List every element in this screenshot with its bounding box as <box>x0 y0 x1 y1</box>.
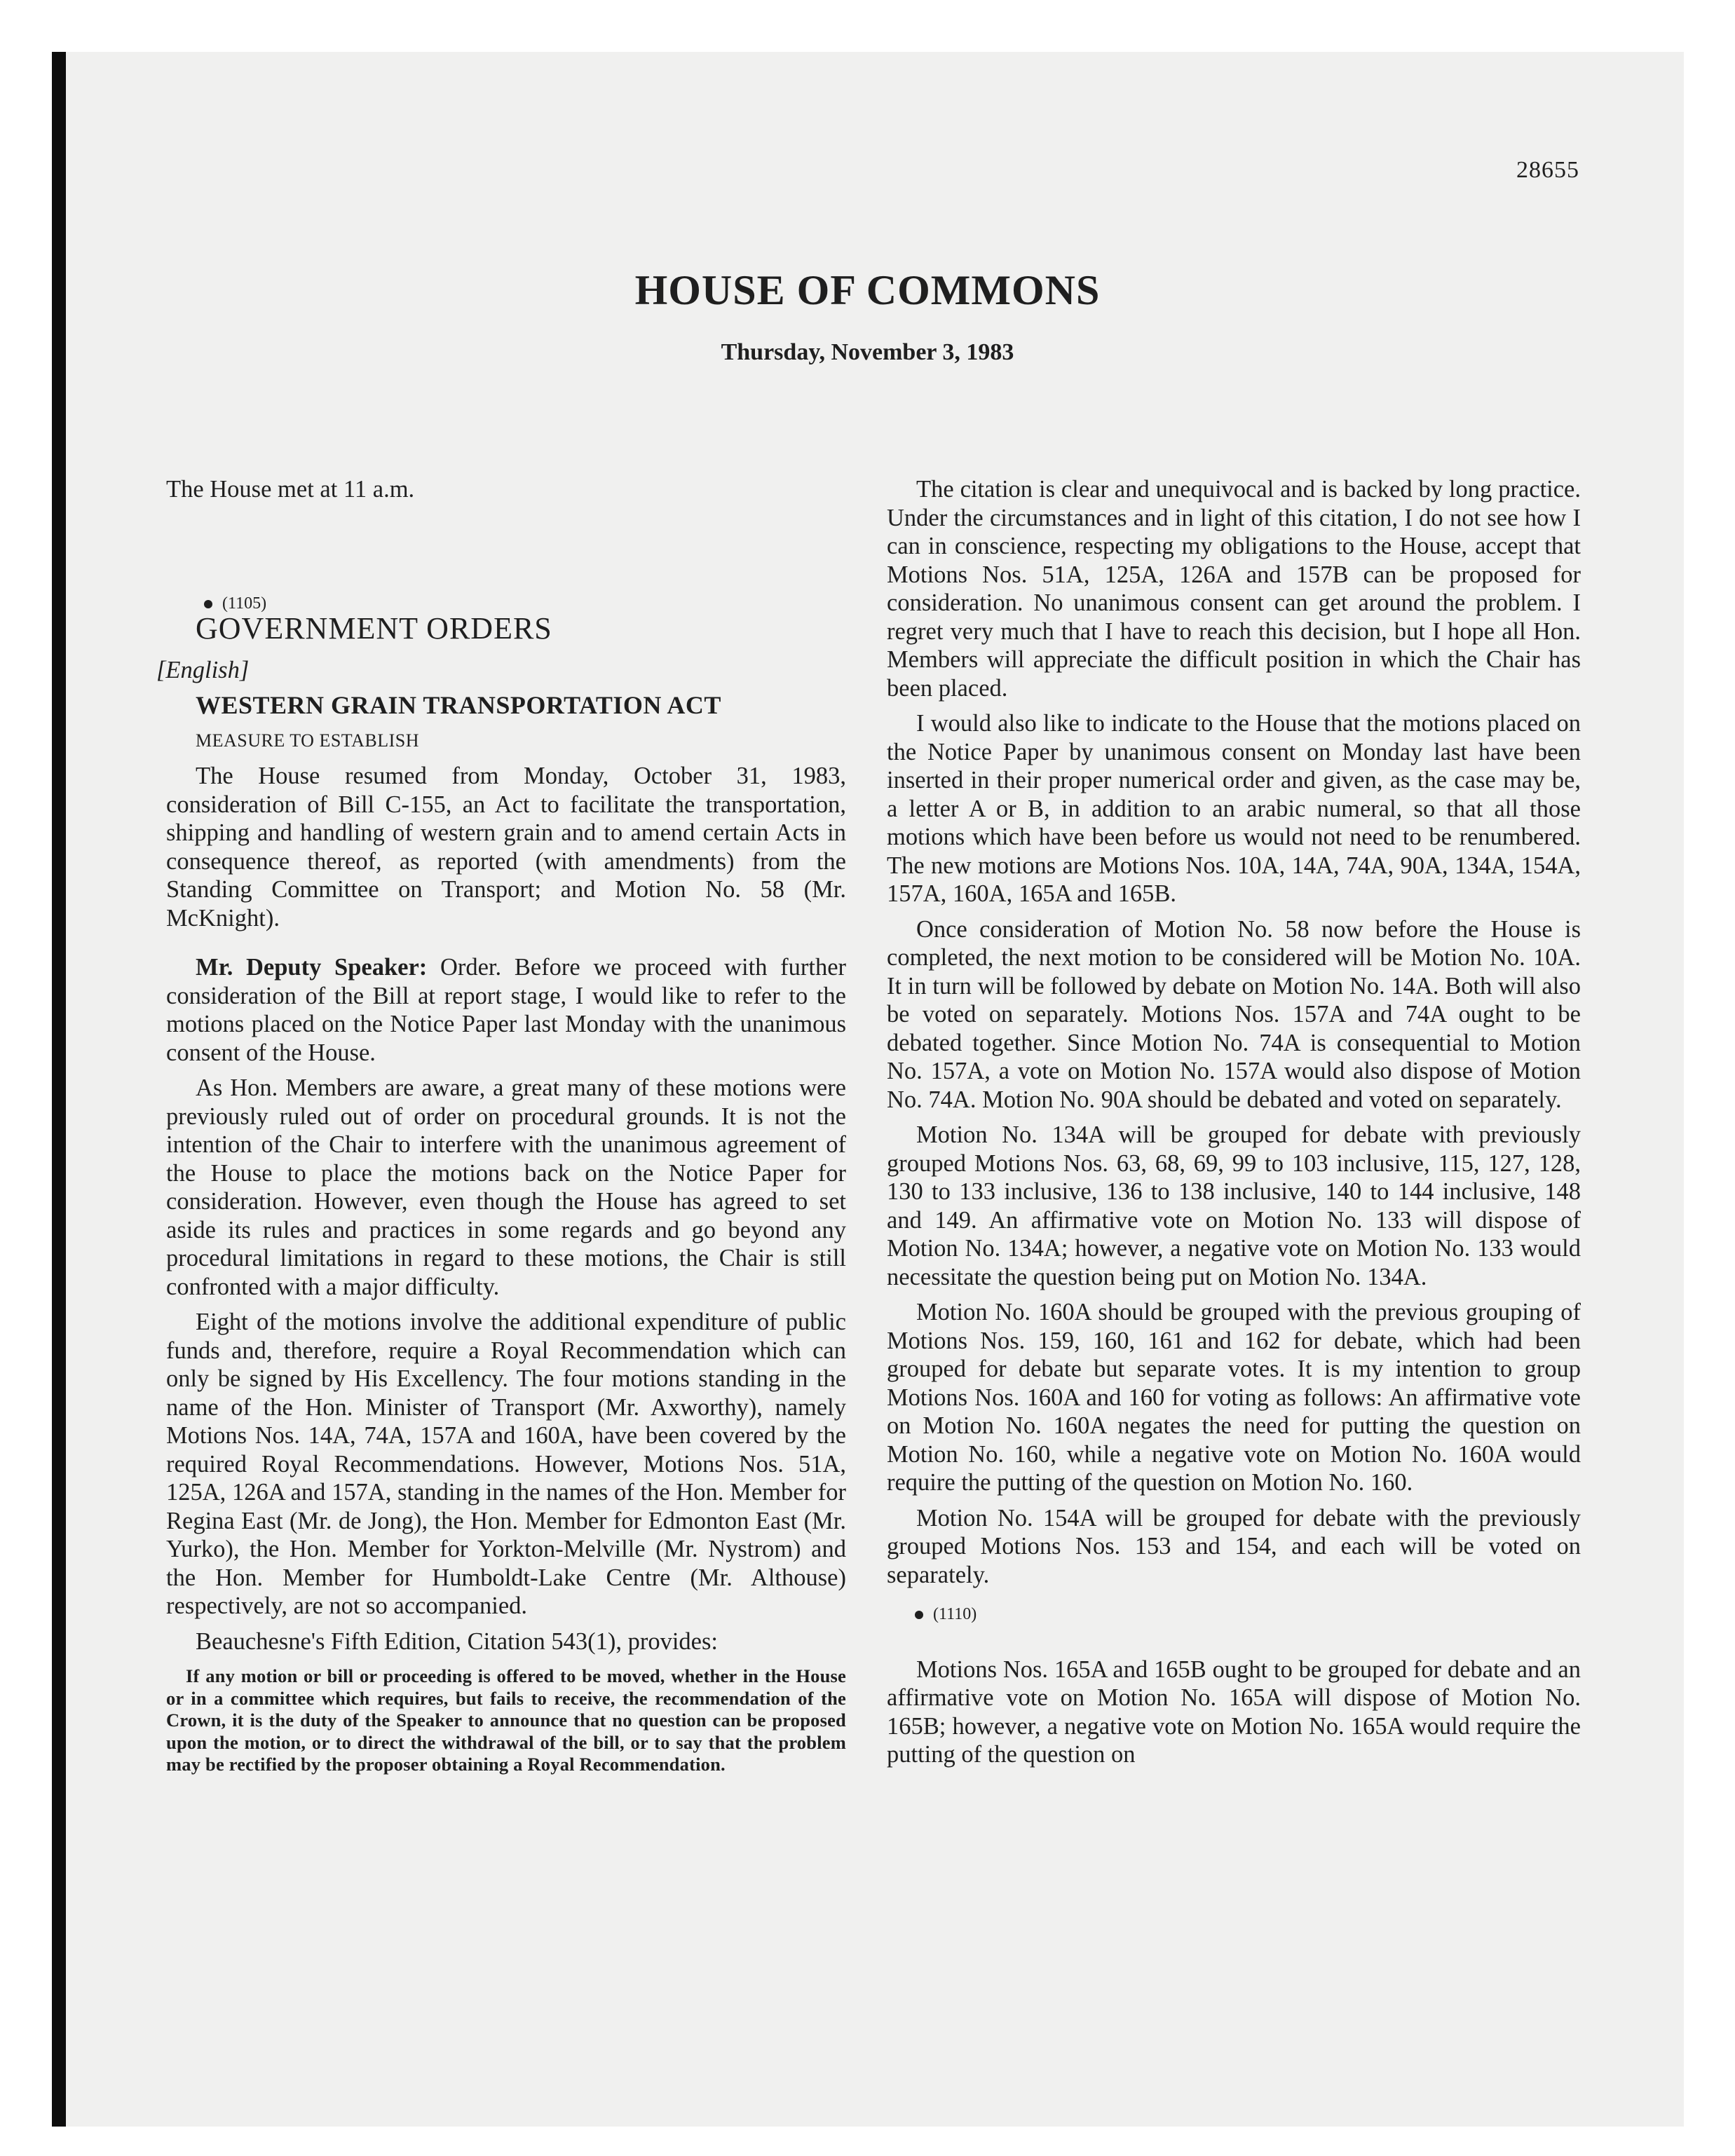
paragraph: The citation is clear and unequivocal and is backed by long practice. Under the circumstances and in light of this citation, I do not see how I can in conscience, respecting my obligations to the House, accept that Motions Nos. 51A, 125A, 126A and 157B can be proposed for consideration. No unanimous consent can get around the problem. I regret very much that I have to reach this decision, but I hope all Hon. Members will appreciate the difficult position in which the Chair has been placed. <box>887 476 1581 702</box>
left-column <box>156 475 847 1776</box>
page-title: HOUSE OF COMMONS <box>634 267 1101 313</box>
language-tag: [English] <box>156 656 250 683</box>
speaker-paragraph <box>166 953 846 1067</box>
bill-title: WESTERN GRAIN TRANSPORTATION ACT <box>196 691 721 719</box>
paragraph: Motions Nos. 165A and 165B ought to be grouped for debate and an affirmative vote on Motion No. 165A will dispose of Motion No. 165B; however, a negative vote on Motion No. 165A would require the putting of the question on <box>887 1656 1581 1768</box>
sitting-date: Thursday, November 3, 1983 <box>721 339 1014 365</box>
section-heading: GOVERNMENT ORDERS <box>196 611 552 646</box>
paragraph: Once consideration of Motion No. 58 now before the House is completed, the next motion to be considered will be Motion No. 10A. It in turn will be followed by debate on Motion No. 14A. Both will also be voted on separately. Motions Nos. 157A and 74A ought to be debated together. Since Motion No. 74A is consequential to Motion No. 157A, a vote on Motion No. 157A would also dispose of Motion No. 74A. Motion No. 90A should be debated and voted on separately. <box>887 915 1581 1113</box>
page-number: 28655 <box>1516 157 1579 183</box>
bullet-icon <box>204 600 212 608</box>
time-marker-label: (1105) <box>222 594 267 613</box>
bill-subtitle: MEASURE TO ESTABLISH <box>196 730 419 751</box>
paragraph: I would also like to indicate to the House that the motions placed on the Notice Paper by unanimous consent on Monday last have been inserted in their proper numerical order and given, as the case may be, a letter A or B, in addition to an arabic numeral, so that all those motions which have been before us would not need to be renumbered. The new motions are Motions Nos. 10A, 14A, 74A, 90A, 134A, 154A, 157A, 160A, 165A and 165B. <box>887 710 1581 907</box>
paragraph: Motion No. 134A will be grouped for debate with previously grouped Motions Nos. 63, 68, 69, 99 to 103 inclusive, 115, 127, 128, 130 to 133 inclusive, 136 to 138 inclusive, 140 to 144 inclusive, 148 and 149. An affirmative vote on Motion No. 133 will dispose of Motion No. 134A; however, a negative vote on Motion No. 133 would necessitate the question being put on Motion No. 134A. <box>887 1121 1581 1290</box>
paragraph: Motion No. 160A should be grouped with the previous grouping of Motions Nos. 159, 160, 161 and 162 for debate, which had been grouped for debate but separate votes. It is my intention to group Motions Nos. 160A and 160 for voting as follows: An affirmative vote on Motion No. 160A negates the need for putting the question on Motion No. 160, while a negative vote on Motion No. 160A would require the putting of the question on Motion No. 160. <box>887 1299 1581 1496</box>
time-marker <box>877 1600 1581 1629</box>
paragraph: As Hon. Members are aware, a great many of these motions were previously ruled out of order on procedural grounds. It is not the intention of the Chair to interfere with the unanimous agreement of the House to place the motions back on the Notice Paper for consideration. However, even though the House has agreed to set aside its rules and practices in some regards and go beyond any procedural limitations in regard to these motions, the Chair is still confronted with a major difficulty. <box>166 1074 846 1300</box>
time-marker-label: (1110) <box>933 1605 977 1623</box>
citation-quote: If any motion or bill or proceeding is offered to be moved, whether in the House or in a committee which requires, but fails to receive, the recommendation of the Crown, it is the duty of the Speaker to announce that no question can be proposed upon the motion, or to direct the withdrawal of the bill, or to say that the problem may be rectified by the proposer obtaining a Royal Recommendation. <box>166 1665 846 1775</box>
paragraph: Beauchesne's Fifth Edition, Citation 543(1), provides: <box>196 1628 718 1655</box>
paragraph: Motion No. 154A will be grouped for debate with the previously grouped Motions Nos. 153 and 154, and each will be voted on separately. <box>887 1504 1581 1588</box>
opening-line: The House met at 11 a.m. <box>166 476 415 503</box>
paragraph: Eight of the motions involve the additional expenditure of public funds and, therefore, require a Royal Recommendation which can only be signed by His Excellency. The four motions standing in the name of the Hon. Minister of Transport (Mr. Axworthy), namely Motions Nos. 14A, 74A, 157A and 160A, have been covered by the required Royal Recommendations. However, Motions Nos. 51A, 125A, 126A and 157A, standing in the names of the Hon. Member for Regina East (Mr. de Jong), the Hon. Member for Edmonton East (Mr. Yurko), the Hon. Member for Yorkton-Melville (Mr. Nystrom) and the Hon. Member for Humboldt-Lake Centre (Mr. Althouse) respectively, are not so accompanied. <box>166 1309 846 1619</box>
right-column <box>887 475 1581 1769</box>
bullet-icon <box>915 1611 923 1619</box>
speaker-name: Mr. Deputy Speaker: <box>196 954 428 981</box>
paragraph: The House resumed from Monday, October 31, 1983, consideration of Bill C-155, an Act to facilitate the transportation, shipping and handling of western grain and to amend certain Acts in consequence thereof, as reported (with amendments) from the Standing Committee on Transport; and Motion No. 58 (Mr. McKnight). <box>166 763 846 932</box>
speaker-text: Order. Before we proceed with further consideration of the Bill at report stage, I would like to refer to the motions placed on the Notice Paper last Monday with the unanimous consent of the House. <box>166 954 847 1066</box>
